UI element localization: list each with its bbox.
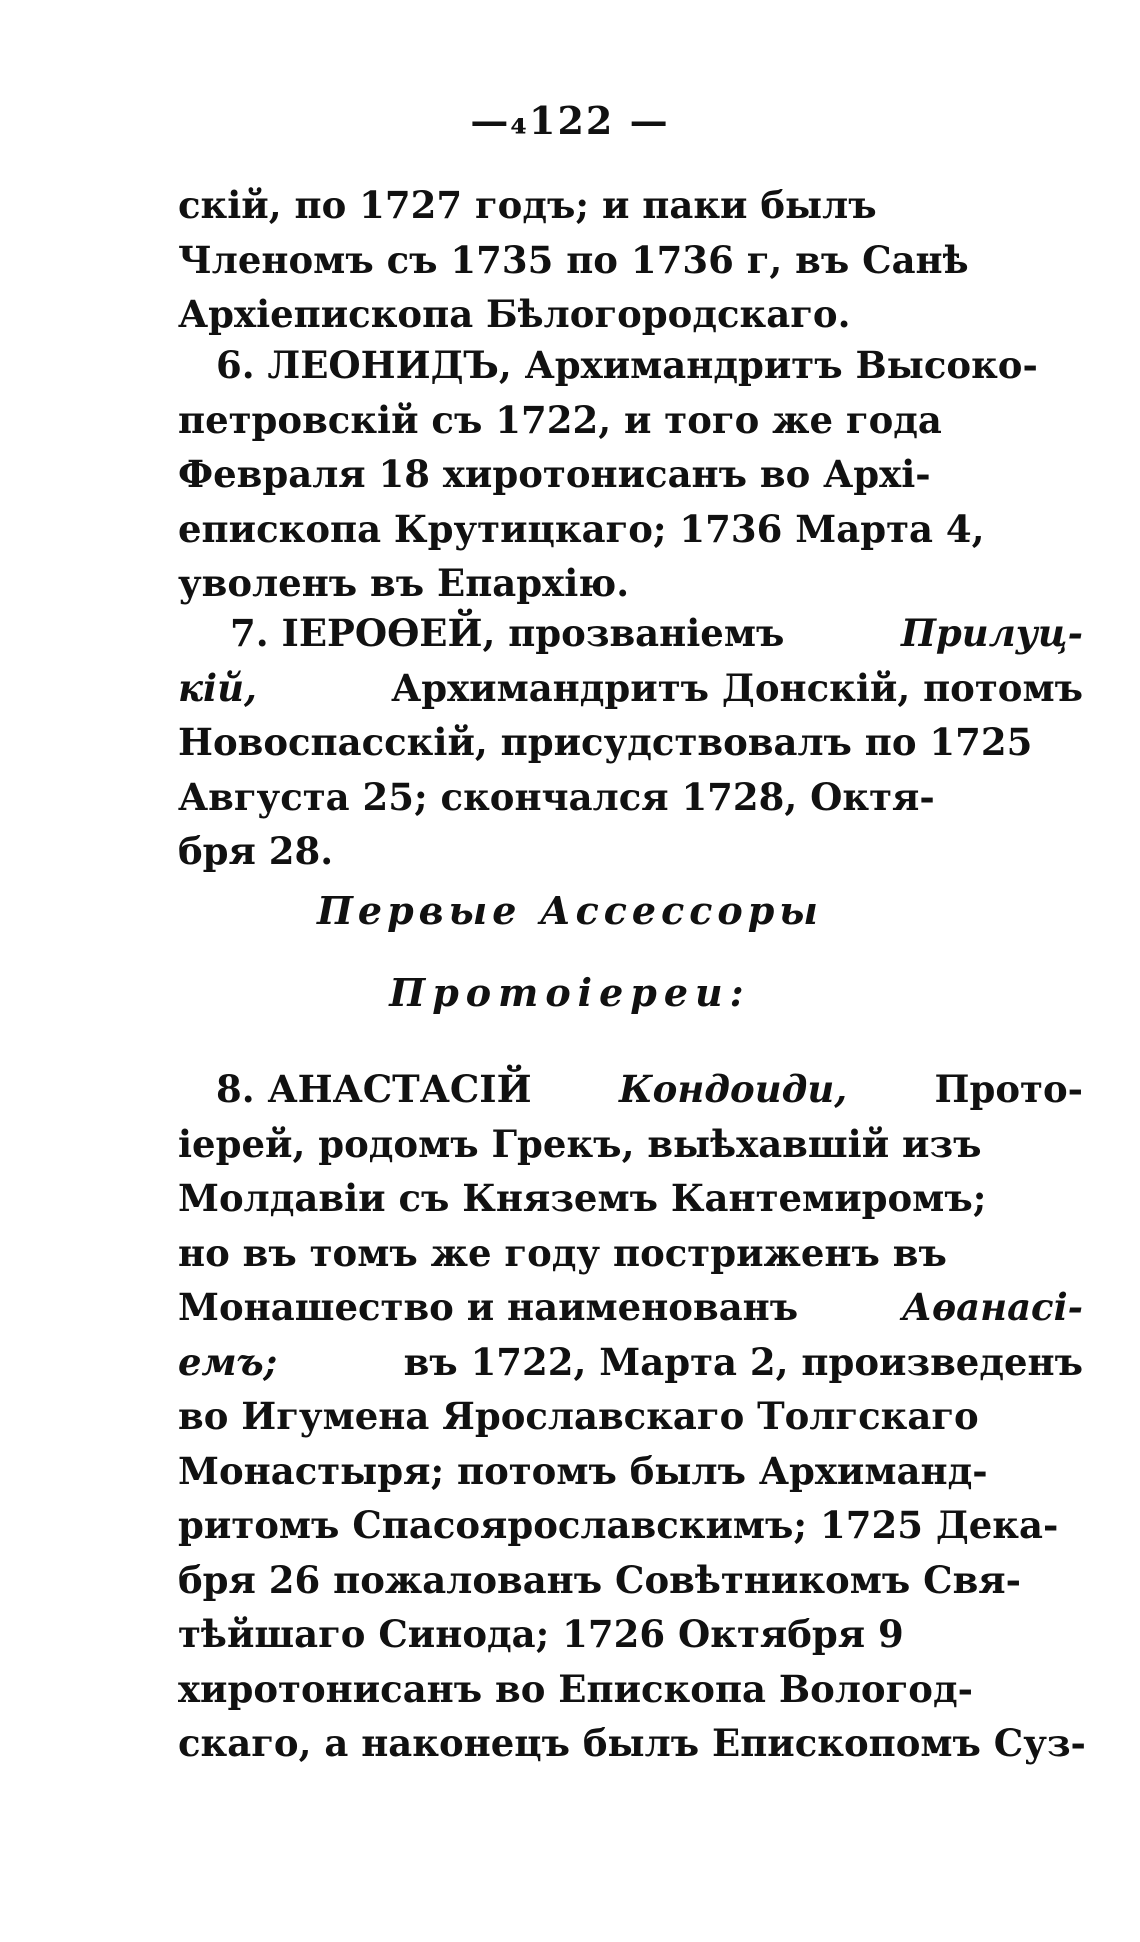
text-line: емъ; въ 1722, Марта 2, произведенъ bbox=[178, 1339, 1083, 1384]
text-line: 7. ІЕРОѲЕЙ, прозваніемъ Прилуц- bbox=[230, 611, 1083, 655]
continuation-paragraph bbox=[178, 178, 1083, 342]
text-line: скій, по 1727 годъ; и паки былъ bbox=[178, 183, 877, 227]
text-line: бря 26 пожалованъ Совѣтникомъ Свя- bbox=[178, 1557, 1021, 1602]
text-line: бря 28. bbox=[178, 829, 334, 873]
text-line: тѣйшаго Синода; 1726 Октября 9 bbox=[178, 1612, 904, 1656]
entry-7-ierofei bbox=[178, 606, 1083, 879]
text-line: но въ томъ же году постриженъ въ bbox=[178, 1230, 947, 1275]
text-line: петровскій съ 1722, и того же года bbox=[178, 397, 942, 442]
text-line: Монашество и наименованъ Аѳанасі- bbox=[178, 1285, 1083, 1329]
text-line: во Игумена Ярославскаго Толгскаго bbox=[178, 1394, 979, 1438]
section-heading-assessors: Первые Ассессоры bbox=[317, 888, 823, 933]
page-number: —₄122 — bbox=[470, 98, 670, 143]
text-line: Молдавіи съ Княземъ Кантемиромъ; bbox=[178, 1176, 987, 1220]
text-line: Августа 25; скончался 1728, Октя- bbox=[178, 774, 935, 819]
text-line: уволенъ въ Епархію. bbox=[178, 561, 630, 605]
text-line: скаго, а наконецъ былъ Епископомъ Суз- bbox=[178, 1721, 1086, 1765]
entry-6-leonid bbox=[178, 338, 1083, 611]
text-line: Архіепископа Бѣлогородскаго. bbox=[178, 292, 851, 336]
text-line: ритомъ Спасоярославскимъ; 1725 Дека- bbox=[178, 1503, 1059, 1547]
text-line: Новоспасскій, присудствовалъ по 1725 bbox=[178, 720, 1033, 764]
text-line: хиротонисанъ во Епископа Вологод- bbox=[178, 1666, 973, 1711]
text-line: епископа Крутицкаго; 1736 Марта 4, bbox=[178, 506, 985, 551]
text-line: Членомъ съ 1735 по 1736 г, въ Санѣ bbox=[178, 237, 969, 282]
text-line: кій, Архимандритъ Донскій, потомъ bbox=[178, 665, 1083, 710]
text-line: іерей, родомъ Грекъ, выѣхавшій изъ bbox=[178, 1121, 982, 1166]
entry-8-anastasii bbox=[178, 1062, 1086, 1771]
section-heading-archpriests: Протоіереи: bbox=[389, 970, 751, 1015]
text-line: Монастыря; потомъ былъ Архиманд- bbox=[178, 1448, 988, 1493]
text-line: 6. ЛЕОНИДЪ, Архимандритъ Высоко- bbox=[216, 343, 1038, 387]
text-line: 8. АНАСТАСІЙ Кондоиди, Прото- bbox=[216, 1067, 1083, 1111]
text-line: Февраля 18 хиротонисанъ во Архі- bbox=[178, 452, 931, 496]
